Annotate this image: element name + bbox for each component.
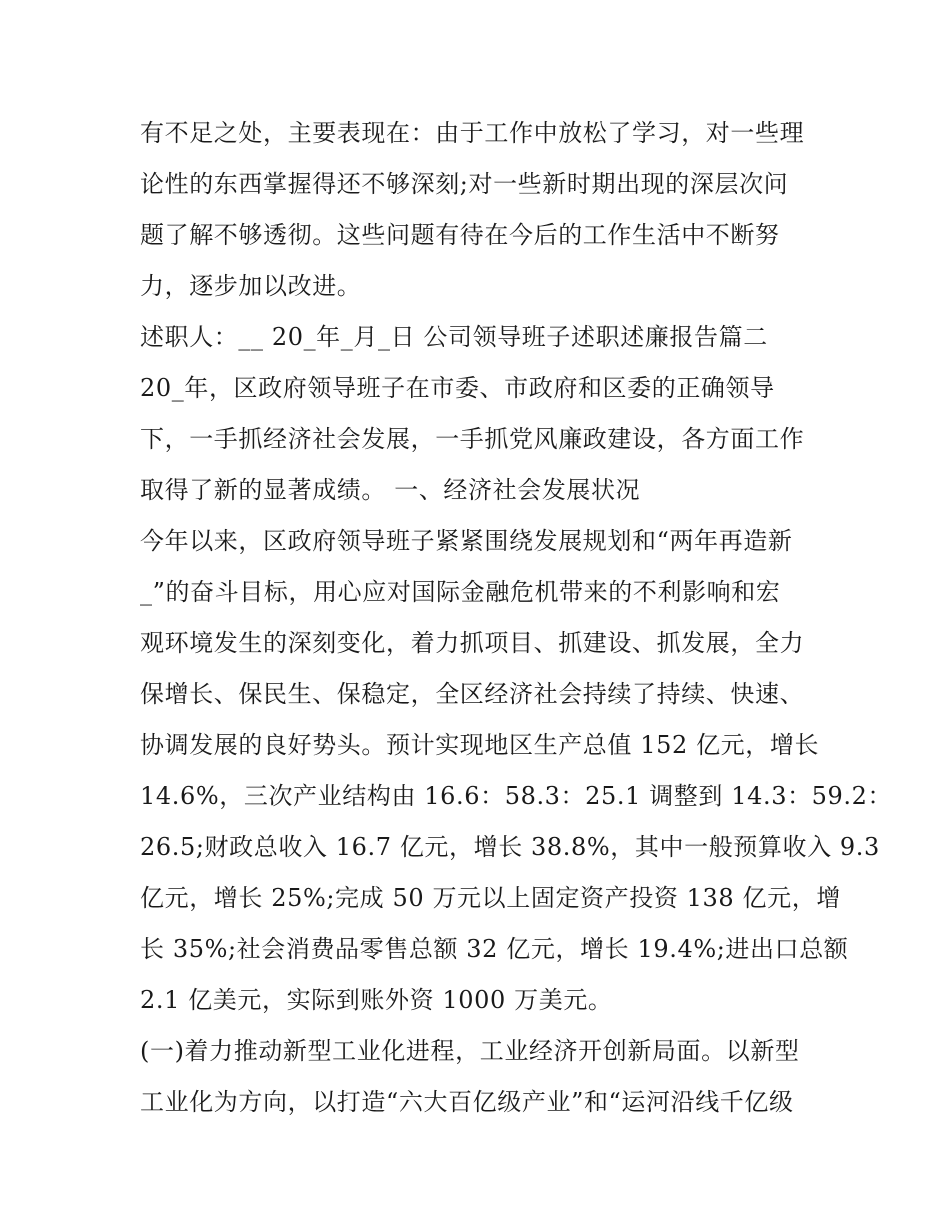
- text-line: 协调发展的良好势头。预计实现地区生产总值 152 亿元，增长: [140, 731, 820, 759]
- text-line: 26.5;财政总收入 16.7 亿元，增长 38.8%，其中一般预算收入 9.3: [140, 833, 880, 861]
- text-line: 20_年，区政府领导班子在市委、市政府和区委的正确领导: [140, 374, 775, 402]
- text-line: 论性的东西掌握得还不够深刻;对一些新时期出现的深层次问: [140, 170, 789, 198]
- text-line: 题了解不够透彻。这些问题有待在今后的工作生活中不断努: [140, 221, 780, 249]
- text-line: 有不足之处，主要表现在：由于工作中放松了学习，对一些理: [140, 119, 805, 147]
- text-line: 保增长、保民生、保稳定，全区经济社会持续了持续、快速、: [140, 680, 805, 708]
- text-line: 述职人：__ 20_年_月_日 公司领导班子述职述廉报告篇二: [140, 323, 768, 351]
- text-line: 下，一手抓经济社会发展，一手抓党风廉政建设，各方面工作: [140, 425, 805, 453]
- text-line: 14.6%，三次产业结构由 16.6：58.3：25.1 调整到 14.3：59.2：: [140, 782, 893, 810]
- text-line: 长 35%;社会消费品零售总额 32 亿元，增长 19.4%;进出口总额: [140, 935, 849, 963]
- text-line: 力，逐步加以改进。: [140, 272, 362, 300]
- text-line: 工业化为方向，以打造“六大百亿级产业”和“运河沿线千亿级: [140, 1088, 794, 1116]
- text-line: 取得了新的显著成绩。 一、经济社会发展状况: [140, 476, 641, 504]
- text-line: 观环境发生的深刻变化，着力抓项目、抓建设、抓发展，全力: [140, 629, 805, 657]
- text-line: 今年以来，区政府领导班子紧紧围绕发展规划和“两年再造新: [140, 527, 793, 555]
- document-body: [140, 108, 893, 1128]
- text-line: _”的奋斗目标，用心应对国际金融危机带来的不利影响和宏: [140, 578, 781, 606]
- text-line: 2.1 亿美元，实际到账外资 1000 万美元。: [140, 986, 613, 1014]
- text-line: 亿元，增长 25%;完成 50 万元以上固定资产投资 138 亿元，增: [140, 884, 841, 912]
- text-line: (一)着力推动新型工业化进程，工业经济开创新局面。以新型: [140, 1037, 800, 1065]
